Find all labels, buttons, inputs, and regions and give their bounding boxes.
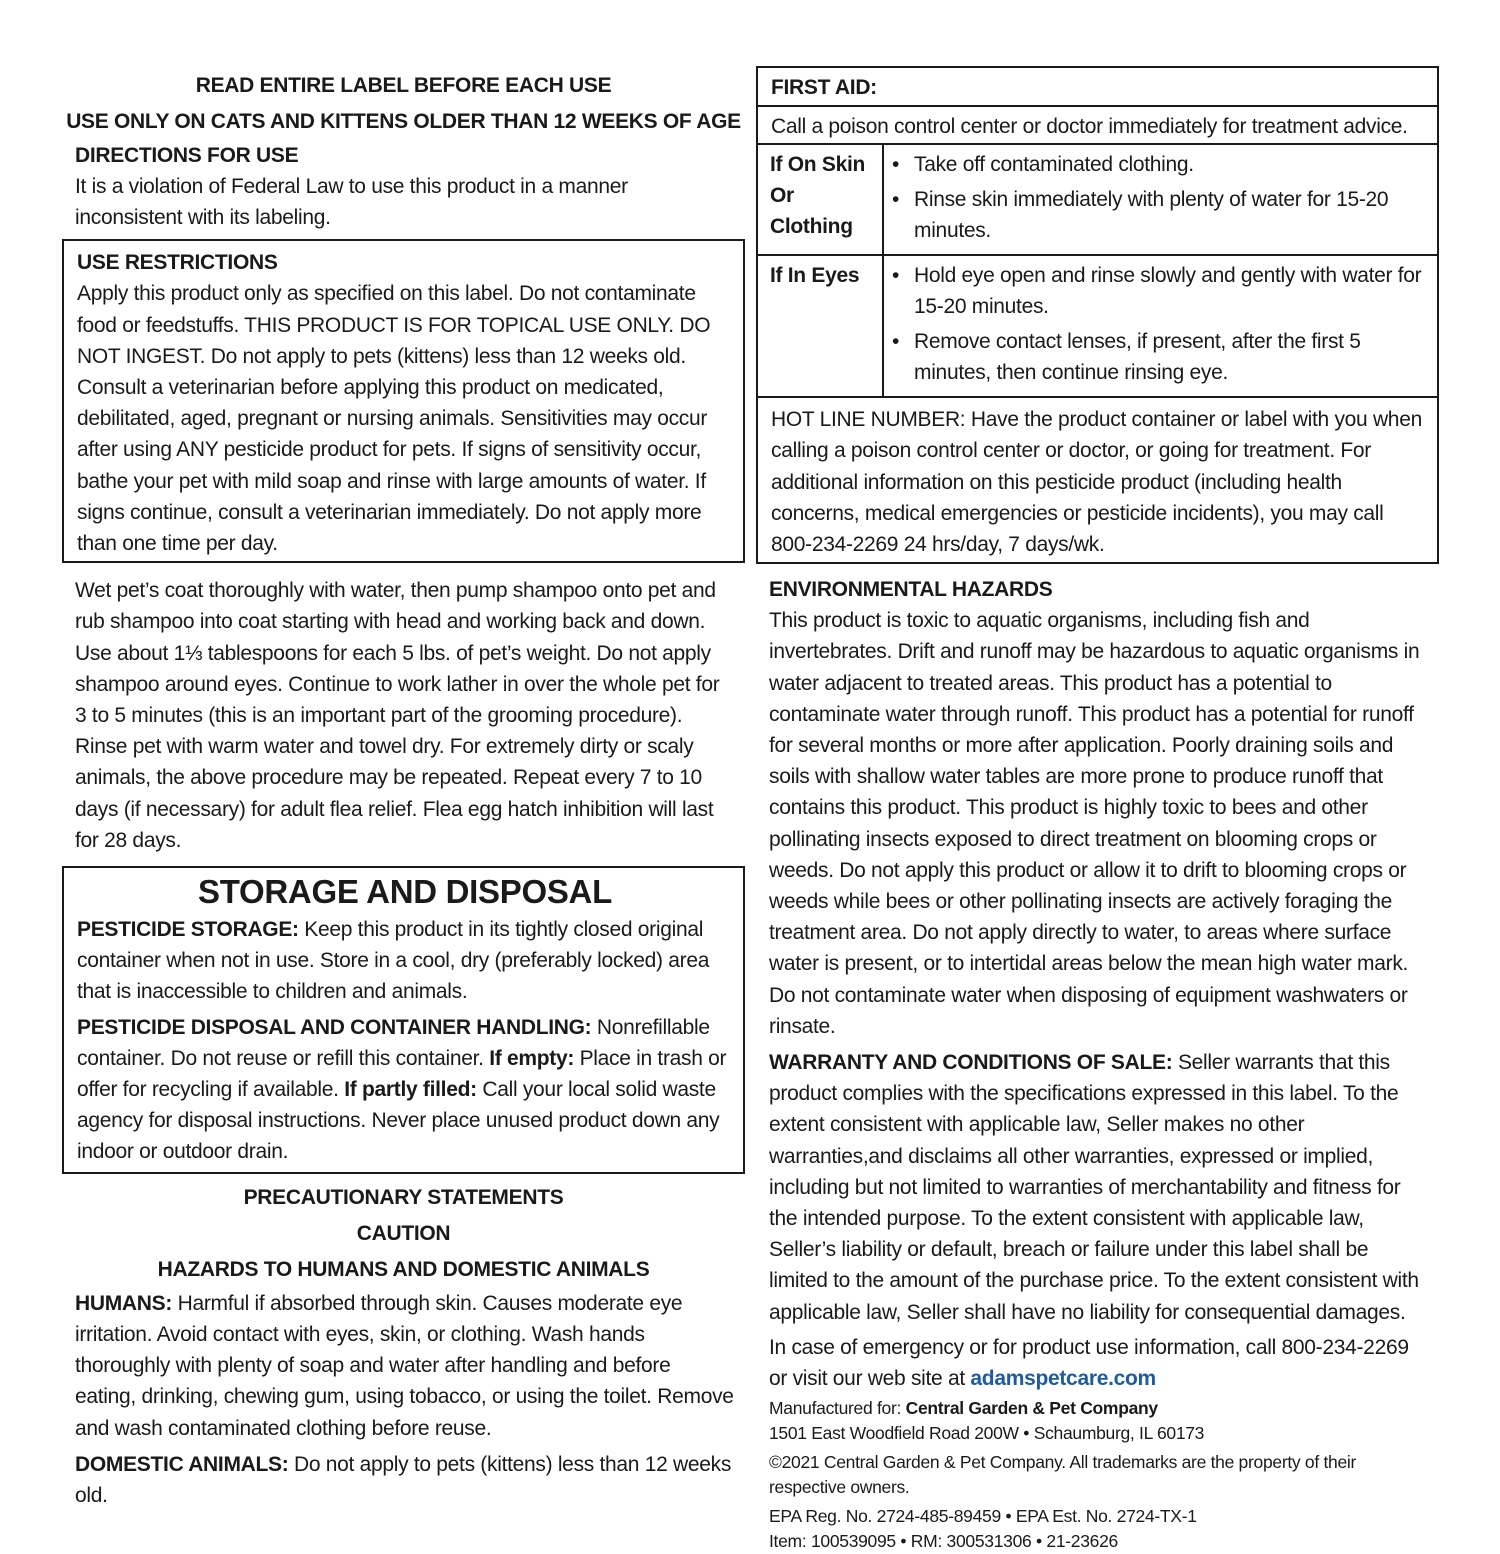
pesticide-storage-label: PESTICIDE STORAGE: [77,918,299,942]
pesticide-storage-text: Keep this product in its tightly closed original container when not in use. Store in a cool, dry (preferably locked) area that is inaccessible to children and animals. [77,918,710,1004]
eyes-item: • Hold eye open and rinse slowly and gently with water for 15-20 minutes. [892,260,1433,322]
right-column [756,66,1439,1554]
first-aid-eyes-row [758,256,1437,398]
warranty-label: WARRANTY AND CONDITIONS OF SALE: [769,1051,1173,1075]
item-numbers: Item: 100539095 • RM: 300531306 • 21-23626 [769,1531,1118,1552]
pesticide-storage-paragraph [77,914,733,1008]
use-restrictions-title: USE RESTRICTIONS [77,251,278,275]
cats-only-header: USE ONLY ON CATS AND KITTENS OLDER THAN 12 WEEKS OF AGE [66,110,741,133]
first-aid-title: FIRST AID: [758,68,1437,107]
left-column [62,66,745,1511]
domestic-animals-paragraph [75,1449,735,1511]
emergency-paragraph [769,1332,1429,1394]
eyes-instructions [884,256,1437,396]
if-on-skin-label: If On Skin Or Clothing [758,145,884,254]
copyright-text: ©2021 Central Garden & Pet Company. All trademarks are the property of their respective owners. [769,1452,1357,1498]
eyes-item: • Remove contact lenses, if present, after the first 5 minutes, then continue rinsing eye. [892,326,1433,388]
caution-title: CAUTION [356,1221,451,1245]
use-restrictions-text: Apply this product only as specified on this label. Do not contaminate food or feedstuffs. THIS PRODUCT IS FOR TOPICAL USE ONLY. DO NOT INGEST. Do not apply to pets (kittens) less than 12 weeks old. Consult a veterinarian before applying this product on medicated, debilitated, aged, pregnant or nursing animals. Sensitivities may occur after using ANY pesticide product for pets. If signs of sensitivity occur, bathe your pet with mild soap and rinse with large amounts of water. If signs continue, consult a veterinarian immediately. Do not apply more than one time per day. [77,282,711,556]
if-partly-filled-label: If partly filled: [344,1078,477,1102]
manufacturer-name: Central Garden & Pet Company [905,1398,1158,1419]
humans-paragraph [75,1288,735,1444]
application-directions-text: Wet pet’s coat thoroughly with water, then pump shampoo onto pet and rub shampoo into coat starting with head and working back and down. Use about 1⅓ tablespoons for each 5 lbs. of pet’s weight. Do not apply shampoo around eyes. Continue to work lather in over the whole pet for 3 to 5 minutes (this is an important part of the grooming procedure). Rinse pet with warm water and towel dry. For extremely dirty or scaly animals, the above procedure may be repeated. Repeat every 7 to 10 days (if necessary) for adult flea relief. Flea egg hatch inhibition will last for 28 days. [75,579,720,852]
domestic-animals-text: Do not apply to pets (kittens) less than 12 weeks old. [75,1452,732,1507]
pesticide-disposal-paragraph [77,1012,733,1168]
warranty-paragraph [769,1047,1429,1328]
bullet-icon: • [892,153,900,177]
if-empty-label: If empty: [489,1046,575,1070]
bullet-icon: • [892,330,900,354]
bullet-icon: • [892,264,900,288]
first-aid-box [756,66,1439,564]
pesticide-disposal-label: PESTICIDE DISPOSAL AND CONTAINER HANDLING: [77,1015,592,1039]
hazards-title: HAZARDS TO HUMANS AND DOMESTIC ANIMALS [157,1257,650,1281]
manufactured-for [769,1396,1429,1421]
bullet-icon: • [892,188,900,212]
if-in-eyes-label: If In Eyes [758,256,884,396]
storage-disposal-title: STORAGE AND DISPOSAL [198,873,612,911]
domestic-animals-label: DOMESTIC ANIMALS: [75,1452,289,1476]
storage-disposal-box [62,866,745,1174]
if-partly-filled-text: Call your local solid waste agency for disposal instructions. Never place unused product down any indoor or outdoor drain. [77,1078,720,1164]
hotline-text: HOT LINE NUMBER: Have the product container or label with you when calling a poison control center or doctor, or going for treatment. For additional information on this pesticide product (including health concerns, medical emergencies or pesticide incidents), you may call 800-234-2269 24 hrs/day, 7 days/wk. [771,408,1422,557]
environmental-hazards-text: This product is toxic to aquatic organisms, including fish and invertebrates. Drift and runoff may be hazardous to aquatic organisms in water adjacent to treated areas. This product has a potential to contaminate water through runoff. This product has a potential for runoff for several months or more after application. Poorly draining soils and soils with shallow water tables are more prone to produce runoff that contains this product. This product is highly toxic to bees and other pollinating insects exposed to direct treatment on blooming crops or weeds. Do not apply this product or allow it to drift to blooming crops or weeds while bees or other pollinating insects are actively foraging the treatment area. Do not apply directly to water, to areas where surface water is present, or to intertidal areas below the mean high water mark. Do not contaminate water when disposing of equipment washwaters or rinsate. [769,609,1420,1038]
manufacturer-address: 1501 East Woodfield Road 200W • Schaumburg, IL 60173 [769,1423,1205,1444]
first-aid-call-text: Call a poison control center or doctor immediately for treatment advice. [758,107,1437,145]
directions-title: DIRECTIONS FOR USE [75,144,299,167]
humans-label: HUMANS: [75,1291,173,1315]
use-restrictions-box [62,239,745,563]
skin-instructions [884,145,1437,254]
precautionary-title: PRECAUTIONARY STATEMENTS [243,1185,564,1209]
epa-numbers: EPA Reg. No. 2724-485-89459 • EPA Est. No. 2724-TX-1 [769,1506,1197,1527]
manufactured-label: Manufactured for: [769,1398,906,1419]
skin-item: • Rinse skin immediately with plenty of water for 15-20 minutes. [892,184,1433,246]
warranty-text: Seller warrants that this product complies with the specifications expressed in this label. To the extent consistent with applicable law, Seller makes no other warranties,and disclaims all other warranties, expressed or implied, including but not limited to warranties of merchantability and fitness for the intended purpose. To the extent consistent with applicable law, Seller’s liability or default, breach or failure under this label shall be limited to the amount of the purchase price. To the extent consistent with applicable law, Seller shall have no liability for consequential damages. [769,1051,1419,1324]
website-link[interactable]: adamspetcare.com [970,1367,1156,1391]
skin-item: • Take off contaminated clothing. [892,149,1433,180]
humans-text: Harmful if absorbed through skin. Causes moderate eye irritation. Avoid contact with eyes, skin, or clothing. Wash hands thoroughly with plenty of soap and water after handling and before eating, drinking, chewing gum, using tobacco, or using the toilet. Remove and wash contaminated clothing before reuse. [75,1291,734,1440]
environmental-hazards-title: ENVIRONMENTAL HAZARDS [769,578,1053,602]
pesticide-disposal-text: Nonrefillable container. Do not reuse or refill this container. [77,1015,710,1070]
emergency-text: In case of emergency or for product use information, call 800-234-2269 or visit our web site at [769,1335,1409,1391]
read-label-header: READ ENTIRE LABEL BEFORE EACH USE [195,74,612,97]
directions-text: It is a violation of Federal Law to use this product in a manner inconsistent with its labeling. [75,175,628,230]
first-aid-skin-row [758,145,1437,256]
if-empty-text: Place in trash or offer for recycling if available. [77,1046,727,1102]
